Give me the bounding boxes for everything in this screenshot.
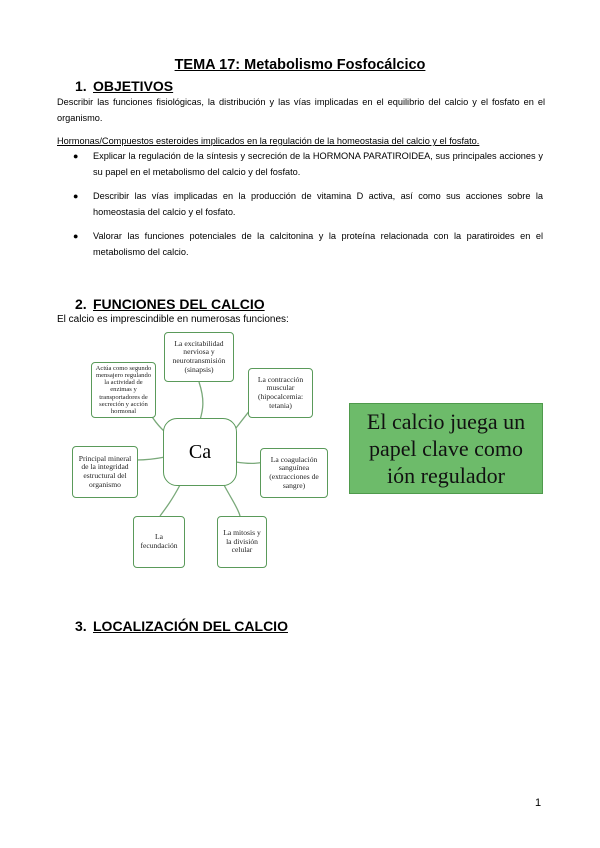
callout-box: El calcio juega un papel clave como ión regulador <box>349 403 543 494</box>
bullet-icon: ● <box>73 191 79 201</box>
objetivos-intro: Describir las funciones fisiológicas, la distribución y las vías implicadas en el equilibrio del calcio y el fosfato en el organismo. <box>57 97 545 123</box>
section-number: 3. <box>75 618 87 634</box>
diagram-center-ca: Ca <box>163 418 237 486</box>
bullet-icon: ● <box>73 231 79 241</box>
objetivos-subheading: Hormonas/Compuestos esteroides implicados en la regulación de la homeostasia del calcio y el fosfato. <box>57 136 480 146</box>
section-label: OBJETIVOS <box>93 78 174 94</box>
bullet-icon: ● <box>73 151 79 161</box>
bullet-text: Explicar la regulación de la síntesis y secreción de la HORMONA PARATIROIDEA, sus principales acciones y su papel en el metabolismo del calcio y del fosfato. <box>93 151 543 177</box>
section-number: 2. <box>75 296 87 312</box>
page-title: TEMA 17: Metabolismo Fosfocálcico <box>174 57 426 73</box>
diagram-node-mitosis: La mitosis y la división celular <box>217 516 267 568</box>
section-label: FUNCIONES DEL CALCIO <box>93 296 265 312</box>
diagram-node-mineral: Principal mineral de la integridad estructural del organismo <box>72 446 138 498</box>
page-number: 1 <box>535 797 542 809</box>
diagram-node-contraccion: La contracción muscular (hipocalcemia: tetania) <box>248 368 313 418</box>
diagram-node-coagulacion: La coagulación sanguínea (extracciones de sangre) <box>260 448 328 498</box>
section-heading-localizacion <box>75 618 288 634</box>
section-number: 1. <box>75 78 87 94</box>
diagram-node-fecundacion: La fecundación <box>133 516 185 568</box>
funciones-intro: El calcio es imprescindible en numerosas funciones: <box>57 314 289 325</box>
bullet-text: Valorar las funciones potenciales de la calcitonina y la proteína relacionada con la paratiroides en el metabolismo del calcio. <box>93 231 543 257</box>
diagram-node-segundo-mensajero: Actúa como segundo mensajero regulando la actividad de enzimas y transportadores de secreción y acción hormonal <box>91 362 156 418</box>
diagram-node-excitabilidad: La excitabilidad nerviosa y neurotransmisión (sinapsis) <box>164 332 234 382</box>
section-label: LOCALIZACIÓN DEL CALCIO <box>93 618 288 634</box>
bullet-text: Describir las vías implicadas en la producción de vitamina D activa, así como sus acciones sobre la homeostasia del calcio y el fosfato. <box>93 191 543 217</box>
